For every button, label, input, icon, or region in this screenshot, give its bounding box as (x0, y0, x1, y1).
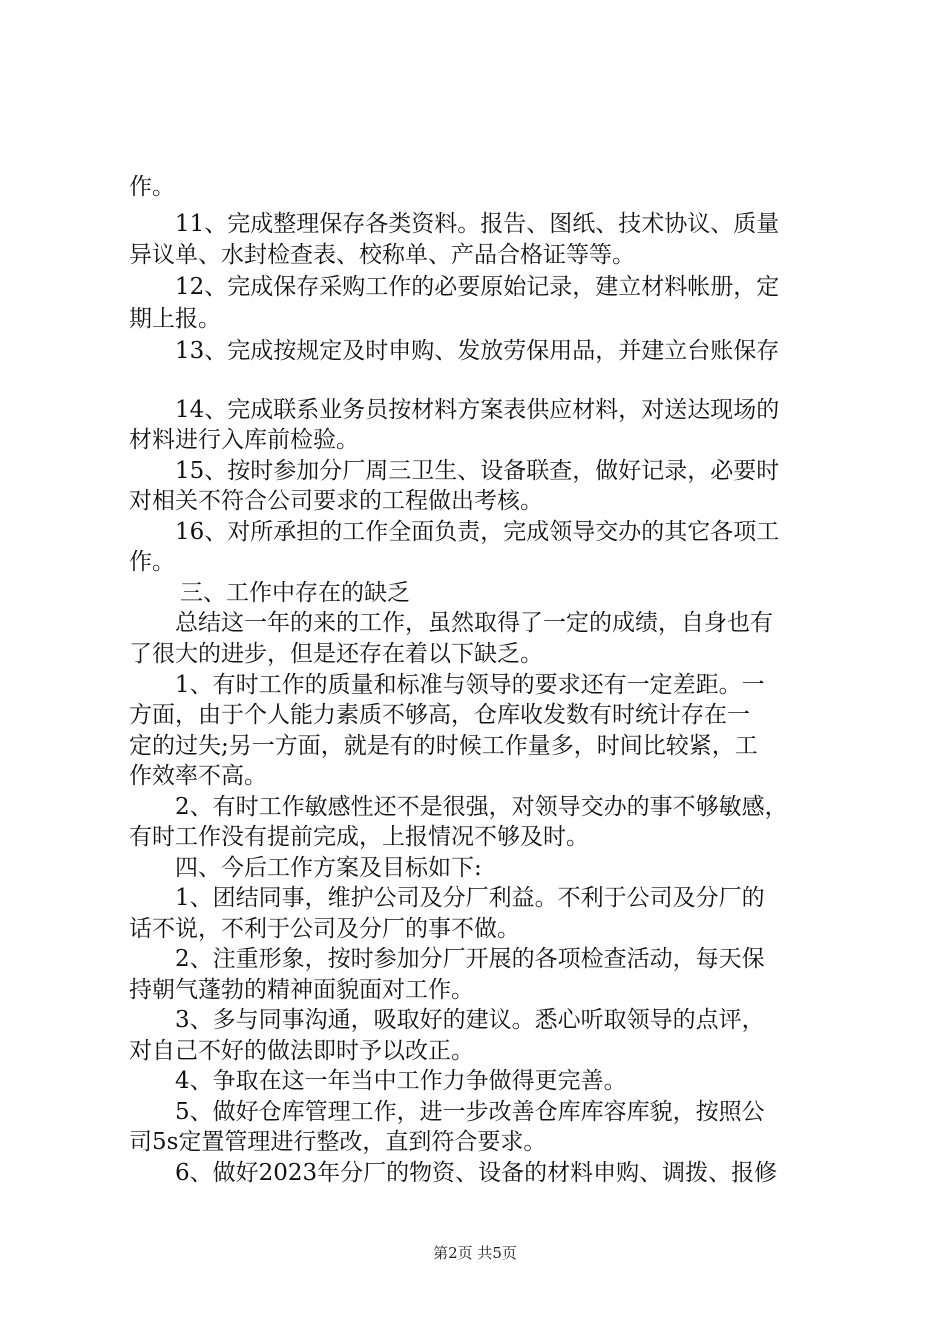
body-line: 话不说，不利于公司及分厂的事不做。 (129, 916, 520, 942)
body-line: 14、完成联系业务员按材料方案表供应材料，对送达现场的 (175, 397, 780, 423)
body-line: 对相关不符合公司要求的工程做出考核。 (129, 488, 543, 514)
body-line: 材料进行入库前检验。 (129, 427, 359, 453)
body-line: 定的过失;另一方面，就是有的时候工作量多，时间比较紧，工 (129, 733, 758, 759)
body-line: 了很大的进步，但是还存在着以下缺乏。 (129, 641, 543, 667)
body-line: 5、做好仓库管理工作，进一步改善仓库库容库貌，按照公 (175, 1099, 765, 1125)
body-line: 6、做好2023年分厂的物资、设备的材料申购、调拨、报修 (175, 1160, 778, 1186)
body-line: 3、多与同事沟通，吸取好的建议。悉心听取领导的点评， (175, 1007, 765, 1033)
body-line: 司5s定置管理进行整改，直到符合要求。 (129, 1129, 547, 1155)
body-line: 2、注重形象，按时参加分厂开展的各项检查活动，每天保 (175, 946, 765, 972)
body-line: 11、完成整理保存各类资料。报告、图纸、技术协议、质量 (175, 211, 780, 237)
body-line: 16、对所承担的工作全面负责，完成领导交办的其它各项工 (175, 519, 780, 545)
body-line: 总结这一年的来的工作，虽然取得了一定的成绩，自身也有 (175, 610, 773, 636)
body-line: 13、完成按规定及时申购、发放劳保用品，并建立台账保存 (175, 338, 780, 364)
body-line: 12、完成保存采购工作的必要原始记录，建立材料帐册，定 (175, 274, 780, 300)
body-line: 异议单、水封检查表、校称单、产品合格证等等。 (129, 242, 635, 268)
body-line: 对自己不好的做法即时予以改正。 (129, 1038, 474, 1064)
body-line: 作。 (129, 549, 175, 575)
body-line: 持朝气蓬勃的精神面貌面对工作。 (129, 977, 474, 1003)
body-line: 1、团结同事，维护公司及分厂利益。不利于公司及分厂的 (175, 885, 765, 911)
body-line: 4、争取在这一年当中工作力争做得更完善。 (175, 1068, 627, 1094)
body-line: 作效率不高。 (129, 763, 267, 789)
body-line: 期上报。 (129, 306, 221, 332)
section-heading: 三、工作中存在的缺乏 (180, 580, 410, 606)
body-line: 作。 (129, 174, 175, 200)
section-heading: 四、今后工作方案及目标如下: (175, 855, 482, 881)
page-footer: 第2页 共5页 (433, 1244, 517, 1262)
body-line: 15、按时参加分厂周三卫生、设备联查，做好记录，必要时 (175, 458, 780, 484)
body-line: 有时工作没有提前完成，上报情况不够及时。 (129, 824, 589, 850)
body-line: 1、有时工作的质量和标准与领导的要求还有一定差距。一 (175, 672, 765, 698)
body-line: 2、有时工作敏感性还不是很强，对领导交办的事不够敏感， (175, 794, 788, 820)
body-line: 方面，由于个人能力素质不够高，仓库收发数有时统计存在一 (129, 702, 750, 728)
